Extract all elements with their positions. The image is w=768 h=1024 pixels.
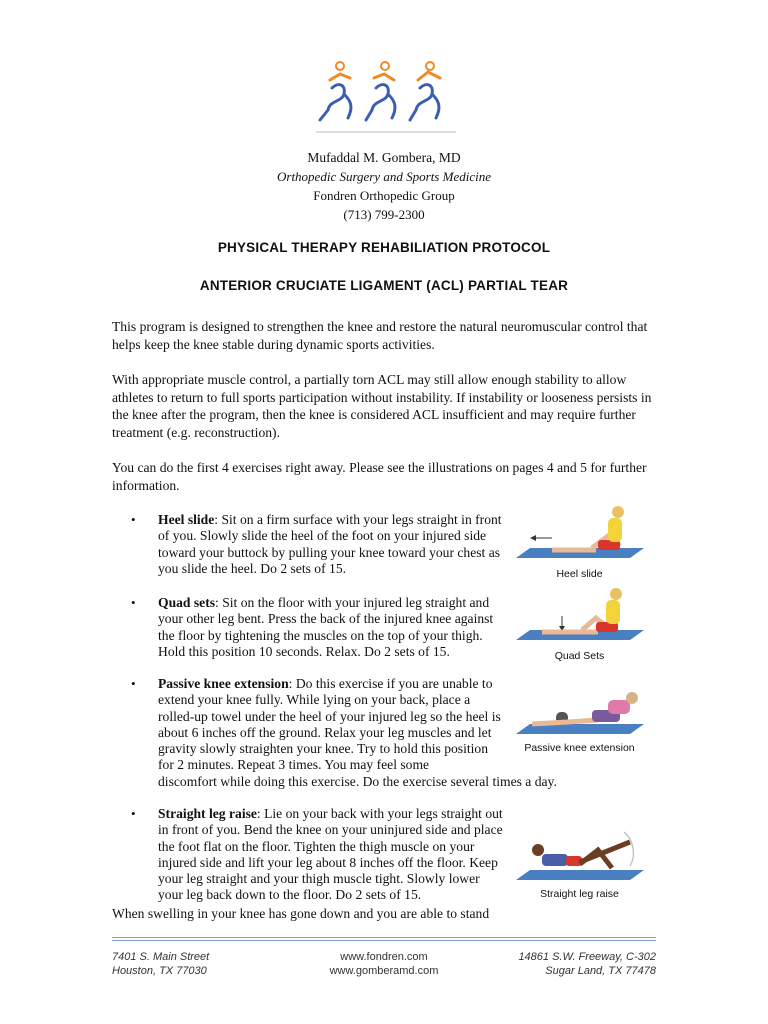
heel-slide-illustration-icon	[512, 500, 647, 566]
footer-houston-address	[112, 950, 209, 978]
bullet: •	[131, 806, 136, 821]
practice-phone: (713) 799-2300	[343, 207, 425, 222]
group-logo-icon	[310, 58, 460, 138]
exercise-straight-leg-raise	[158, 806, 503, 904]
exercise-name: Passive knee extension	[158, 676, 289, 691]
exercise-heel-slide	[158, 512, 503, 577]
exercise-description: : Do this exercise if you are unable to extend your knee fully. While lying on your back, place a rolled-up towel under the heel of your injured leg so the heel is about 6 inches off the ground. Relax your leg muscles and let gravity slowly straighten your knee. Try to hold this position for 2 minutes. Repeat 3 times. You may feel some	[158, 676, 501, 773]
bullet: •	[131, 595, 136, 610]
exercise-name: Quad sets	[158, 595, 216, 610]
exercise-description-continued: discomfort while doing this exercise. Do the exercise several times a day.	[158, 774, 557, 789]
exercise-name: Straight leg raise	[158, 806, 257, 821]
straight-leg-raise-illustration-icon	[512, 826, 647, 886]
exercise-passive-knee-extension	[158, 676, 503, 774]
footer-divider	[112, 940, 656, 941]
instructions-paragraph: You can do the first 4 exercises right away. Please see the illustrations on pages 4 and 5 for further information.	[112, 460, 647, 493]
doctor-name: Mufaddal M. Gombera, MD	[307, 150, 461, 165]
address-line: 14861 S.W. Freeway, C-302	[518, 951, 656, 963]
heel-slide-figure	[512, 500, 647, 580]
intro-paragraph: This program is designed to strengthen the knee and restore the natural neuromuscular control that helps keep the knee stable during dynamic sports activities.	[112, 319, 648, 352]
address-line: 7401 S. Main Street	[112, 951, 210, 963]
exercise-description: : Sit on a firm surface with your legs straight in front of you. Slowly slide the heel of the foot on your injured side toward your buttock by pulling your knee toward your chest as you slide the heel. Do 2 sets of 15.	[158, 512, 502, 576]
footer-divider	[112, 937, 656, 938]
passive-knee-extension-illustration-icon	[512, 684, 647, 740]
stability-paragraph: With appropriate muscle control, a partially torn ACL may still allow enough stability to allow athletes to return to full sports participation without instability. If instability or looseness persists in the knee after the program, then the knee is considered ACL insufficient and may require further treatment (e.g. reconstruction).	[112, 372, 652, 440]
quad-sets-figure	[512, 582, 647, 662]
figure-caption: Heel slide	[556, 568, 603, 580]
practice-group: Fondren Orthopedic Group	[313, 188, 455, 203]
exercise-description: : Sit on the floor with your injured leg straight and your other leg bent. Press the back of the injured knee against the floor by tightening the muscles on the top of your thigh. Hold this position 10 seconds. Relax. Do 2 sets of 15.	[158, 595, 494, 659]
quad-sets-illustration-icon	[512, 582, 647, 648]
doctor-specialty: Orthopedic Surgery and Sports Medicine	[277, 169, 491, 184]
address-line: Houston, TX 77030	[112, 965, 207, 977]
condition-title: ANTERIOR CRUCIATE LIGAMENT (ACL) PARTIAL TEAR	[199, 278, 569, 293]
website-link[interactable]: www.fondren.com	[340, 951, 428, 963]
figure-caption: Straight leg raise	[540, 888, 619, 900]
figure-caption: Passive knee extension	[524, 742, 635, 754]
exercise-description: : Lie on your back with your legs straight out in front of you. Bend the knee on your uninjured side and place the foot flat on the floor. Tighten the thigh muscle on your injured side and lift your leg about 8 inches off the floor. Keep your leg straight and your thigh muscle tight. Slowly lower your leg back down to the floor. Do 2 sets of 15.	[158, 806, 503, 903]
passive-knee-extension-figure	[512, 684, 647, 754]
figure-caption: Quad Sets	[554, 650, 605, 662]
exercise-quad-sets	[158, 595, 503, 660]
footer-websites	[284, 950, 484, 978]
footer-sugar-land-address	[518, 950, 656, 978]
address-line: Sugar Land, TX 77478	[545, 965, 656, 977]
straight-leg-raise-figure	[512, 826, 647, 900]
continued-text: When swelling in your knee has gone down and you are able to stand	[112, 906, 490, 921]
exercise-name: Heel slide	[158, 512, 215, 527]
website-link[interactable]: www.gomberamd.com	[329, 965, 439, 977]
protocol-title: PHYSICAL THERAPY REHABILIATION PROTOCOL	[217, 240, 551, 255]
bullet: •	[131, 676, 136, 691]
bullet: •	[131, 512, 136, 527]
